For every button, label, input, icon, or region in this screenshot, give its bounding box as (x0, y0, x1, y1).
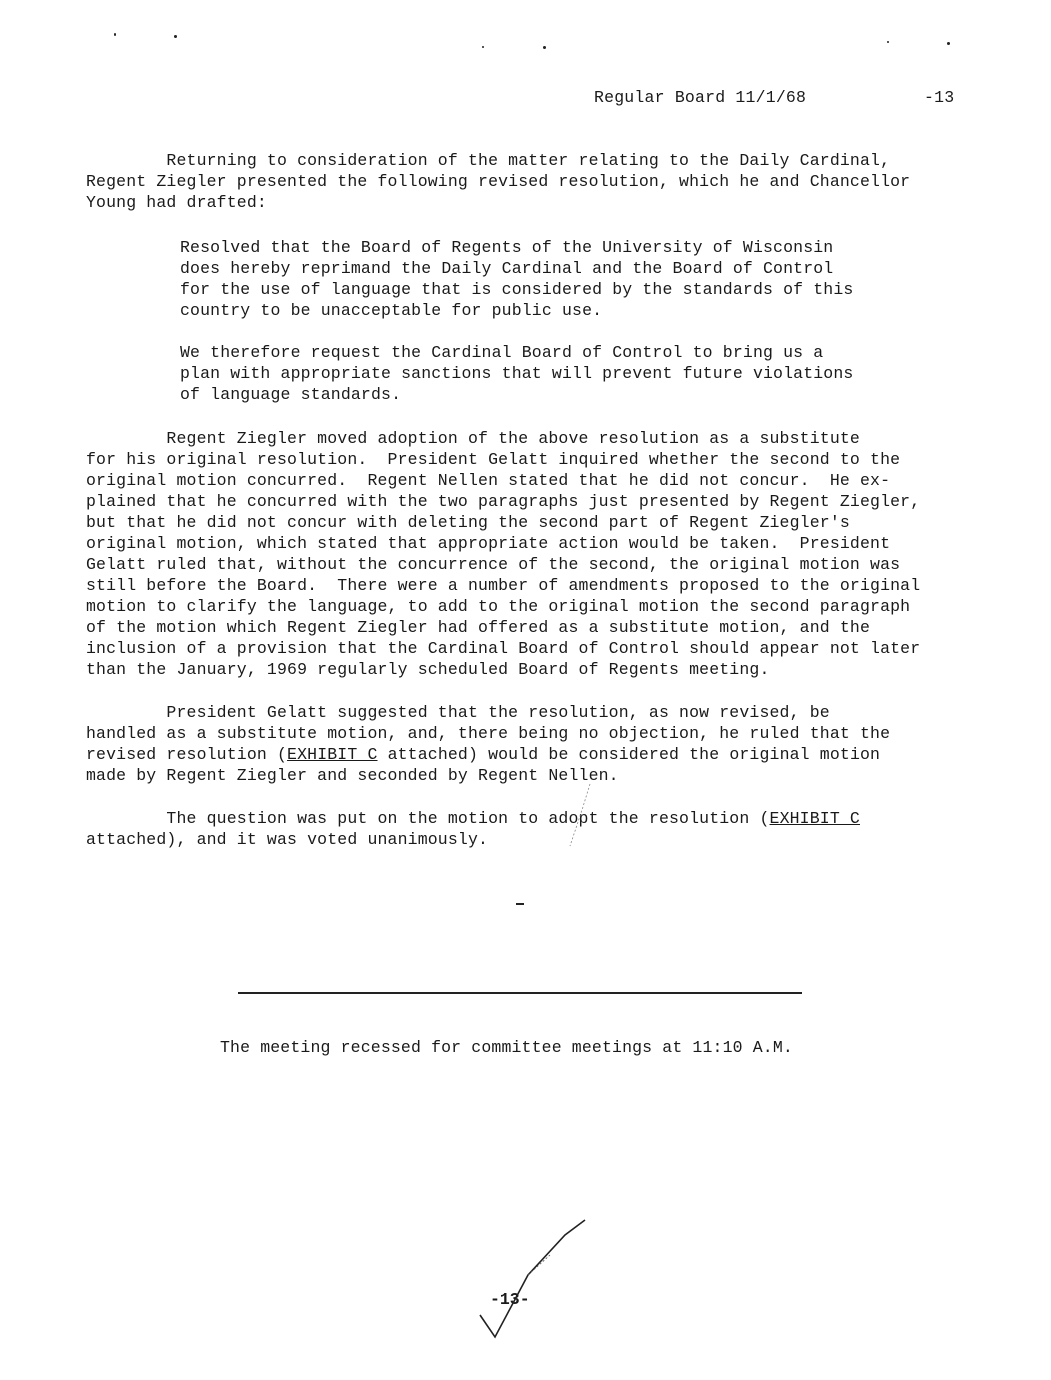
scan-speck (543, 46, 546, 49)
page-header (594, 88, 955, 107)
exhibit-reference: EXHIBIT C (287, 745, 378, 764)
scan-speck (482, 46, 484, 48)
pencil-tick-mark (560, 780, 600, 850)
exhibit-reference: EXHIBIT C (769, 809, 860, 828)
scan-speck (114, 33, 116, 36)
paragraph-motion: Regent Ziegler moved adoption of the above resolution as a substitute for his original resolution. President Gelatt inquired whether the second to the original motion concurred. Regent Nellen stated that he did not concur. He ex- plained that he concurred with the two paragraphs just presented by Regent Ziegler, but that he did not concur with deleting the second part of Regent Ziegler's original motion, which stated that appropriate action would be taken. President Gelatt ruled that, without the concurrence of the second, the original motion was still before the Board. There were a number of amendments proposed to the original motion to clarify the language, to add to the original motion the second paragraph of the motion which Regent Ziegler had offered as a substitute motion, and the inclusion of a provision that the Cardinal Board of Control should appear not later than the January, 1969 regularly scheduled Board of Regents meeting. (86, 429, 921, 679)
short-dash (516, 903, 524, 905)
checkmark-icon (470, 1215, 600, 1345)
p3-line-2: handled as a substitute motion, and, there being no objection, he ruled that the (86, 724, 891, 743)
paragraph-vote (86, 808, 966, 850)
closing-statement: The meeting recessed for committee meetings at 11:10 A.M. (220, 1038, 793, 1057)
header-title: Regular Board 11/1/68 (594, 88, 807, 107)
horizontal-rule (238, 992, 802, 994)
p3-line-3-post: attached) would be considered the original motion (377, 745, 881, 764)
paragraph-substitute (86, 702, 966, 786)
footer-page-number: -13- (490, 1290, 530, 1309)
scan-speck (947, 42, 950, 45)
scan-speck (887, 41, 889, 43)
scan-speck (174, 35, 177, 38)
paragraph-intro: Returning to consideration of the matter relating to the Daily Cardinal, Regent Ziegler presented the following revised resolution, which he and Chancellor Young had drafted: (86, 151, 911, 212)
header-page-number: -13 (924, 88, 955, 107)
p3-line-4: made by Regent Ziegler and seconded by Regent Nellen. (86, 766, 619, 785)
p4-line-2: attached), and it was voted unanimously. (86, 830, 489, 849)
resolution-paragraph-1: Resolved that the Board of Regents of the University of Wisconsin does hereby reprimand the Daily Cardinal and the Board of Control for the use of language that is considered by the standards of this country to be unacceptable for public use. (180, 238, 854, 320)
resolution-paragraph-2: We therefore request the Cardinal Board of Control to bring us a plan with appropriate sanctions that will prevent future violations of language standards. (180, 343, 854, 404)
p3-line-3-pre: revised resolution ( (86, 745, 288, 764)
p3-line-1: President Gelatt suggested that the resolution, as now revised, be (86, 703, 830, 722)
p4-line-1-pre: The question was put on the motion to adopt the resolution ( (86, 809, 770, 828)
